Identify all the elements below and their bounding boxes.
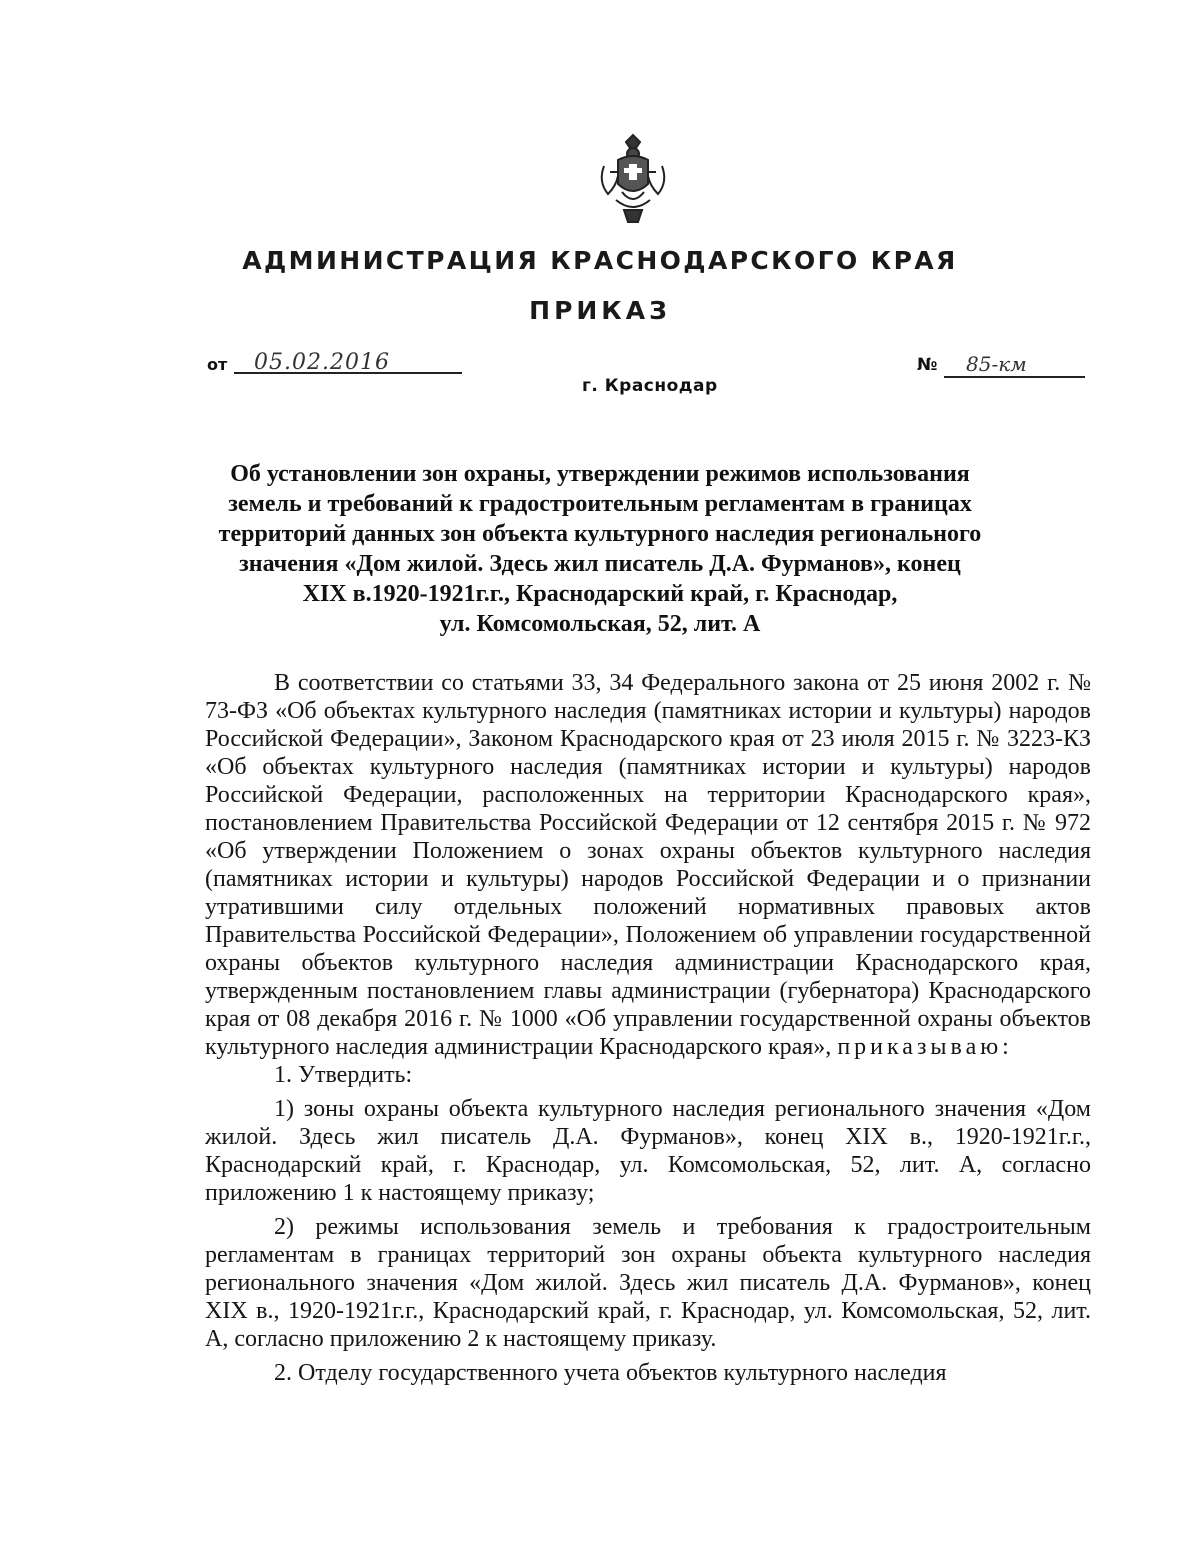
document-type: ПРИКАЗ xyxy=(529,296,671,325)
title-line: значения «Дом жилой. Здесь жил писатель Д.А. Фурманов», конец xyxy=(239,551,961,577)
date-value: 05.02.2016 xyxy=(254,350,390,375)
title-line: земель и требований к градостроительным регламентам в границах xyxy=(228,491,972,517)
title-line: XIX в.1920-1921г.г., Краснодарский край, г. Краснодар, xyxy=(302,581,898,607)
organization-name: АДМИНИСТРАЦИЯ КРАСНОДАРСКОГО КРАЯ xyxy=(242,246,958,275)
preamble-paragraph xyxy=(205,669,1091,1061)
date-label: от xyxy=(207,355,228,374)
title-line: ул. Комсомольская, 52, лит. А xyxy=(439,611,761,637)
order-word: приказываю: xyxy=(837,1034,1013,1060)
city: г. Краснодар xyxy=(582,376,718,396)
document-title xyxy=(150,459,1050,639)
title-line: территорий данных зон объекта культурного наследия регионального xyxy=(218,521,982,547)
item-1: 1. Утвердить: xyxy=(274,1062,413,1088)
number-label: № xyxy=(917,355,938,375)
item-1-2: 2) режимы использования земель и требования к градостроительным регламентам в границах территорий зон охраны объекта культурного наследия регионального значения «Дом жилой. Здесь жил писатель Д.А. Фурманов», конец XIX в., 1920-1921г.г., Краснодарский край, г. Краснодар, ул. Комсомольская, 52, лит. А, согласно приложению 2 к настоящему приказу. xyxy=(205,1214,1091,1352)
item-1-1: 1) зоны охраны объекта культурного наследия регионального значения «Дом жилой. Здесь жил писатель Д.А. Фурманов», конец XIX в., 1920-1921г.г., Краснодарский край, г. Краснодар, ул. Комсомольская, 52, лит. А, согласно приложению 1 к настоящему приказу; xyxy=(205,1096,1091,1206)
title-line: Об установлении зон охраны, утверждении режимов использования xyxy=(230,461,970,487)
document-body xyxy=(205,669,1091,1387)
item-2: 2. Отделу государственного учета объектов культурного наследия xyxy=(274,1360,947,1386)
coat-of-arms-icon xyxy=(596,132,670,228)
number-underline xyxy=(944,376,1085,378)
number-value: 85-км xyxy=(966,352,1027,376)
preamble-text: В соответствии со статьями 33, 34 Федерального закона от 25 июня 2002 г. № 73-ФЗ «Об объектах культурного наследия (памятниках истории и культуры) народов Российской Федерации», Законом Краснодарского края от 23 июля 2015 г. № 3223-КЗ «Об объектах культурного наследия (памятниках истории и культуры) народов Российской Федерации, расположенных на территории Краснодарского края», постановлением Правительства Российской Федерации от 12 сентября 2015 г. № 972 «Об утверждении Положением о зонах охраны объектов культурного наследия (памятниках истории и культуры) народов Российской Федерации и о признании утратившими силу отдельных положений нормативных правовых актов Правительства Российской Федерации», Положением об управлении государственной охраны объектов культурного наследия администрации Краснодарского края, утвержденным постановлением главы администрации (губернатора) Краснодарского края от 08 декабря 2016 г. № 1000 «Об управлении государственной охраны объектов культурного наследия администрации Краснодарского края», xyxy=(205,670,1091,1060)
